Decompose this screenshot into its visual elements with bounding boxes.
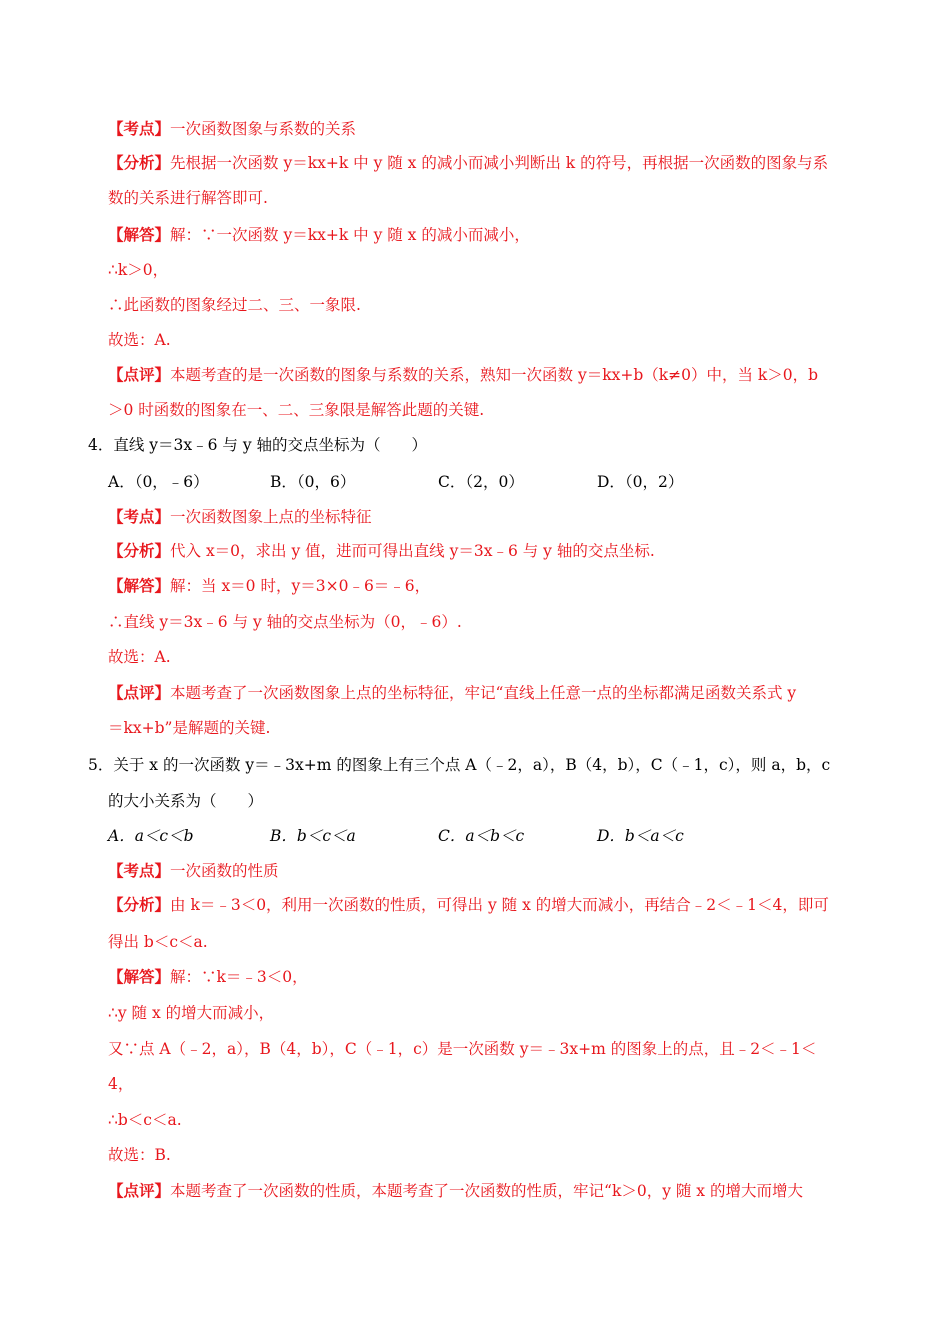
q3-jieda-line-2: ∴k＞0，: [108, 261, 169, 279]
q5-option-b: B．b＜c＜a: [270, 827, 356, 845]
q5-jieda-line-2: ∴y 随 x 的增大而减小，: [108, 1004, 275, 1022]
q4-dianping-line-2: ＝kx+b”是解题的关键.: [108, 719, 271, 737]
kaodian-tag: 【考点】: [108, 119, 171, 138]
q5-stem-line-1: 5．关于 x 的一次函数 y＝﹣3x+m 的图象上有三个点 A（﹣2，a），B（4，b），C（﹣1，c），则 a，b，c: [88, 756, 831, 774]
q5-dianping-line-1: [108, 1180, 803, 1202]
q3-choice: 故选：A.: [108, 331, 171, 349]
dianping-text: 本题考查了一次函数图象上点的坐标特征，牢记“直线上任意一点的坐标都满足函数关系式 y: [170, 684, 797, 702]
kaodian-tag: 【考点】: [108, 861, 171, 880]
q5-jieda-line-4: 4，: [108, 1075, 134, 1093]
q5-jieda-line-1: [108, 966, 308, 988]
q3-jieda-line-1: [108, 224, 530, 246]
q4-dianping-line-1: [108, 682, 796, 704]
fenxi-text: 代入 x＝0，求出 y 值，进而可得出直线 y＝3x﹣6 与 y 轴的交点坐标.: [170, 542, 655, 560]
q4-option-d: D．（0，2）: [597, 473, 684, 491]
jieda-tag: 【解答】: [108, 225, 171, 244]
jieda-text: 解：∵k＝﹣3＜0，: [170, 968, 308, 986]
fenxi-tag: 【分析】: [108, 541, 171, 560]
q3-fenxi-line-2: 数的关系进行解答即可.: [108, 189, 268, 207]
jieda-tag: 【解答】: [108, 576, 171, 595]
q5-option-a: A．a＜c＜b: [108, 827, 194, 845]
fenxi-tag: 【分析】: [108, 895, 171, 914]
q5-kaodian-line: [108, 860, 279, 882]
q4-option-c: C．（2，0）: [438, 473, 524, 491]
dianping-text: 本题考查的是一次函数的图象与系数的关系，熟知一次函数 y＝kx+b（k≠0）中，当 k＞0，b: [170, 366, 819, 384]
q5-jieda-line-3: 又∵点 A（﹣2，a），B（4，b），C（﹣1，c）是一次函数 y＝﹣3x+m 的图象上的点，且﹣2＜﹣1＜: [108, 1040, 817, 1058]
kaodian-text: 一次函数图象上点的坐标特征: [170, 508, 372, 526]
dianping-tag: 【点评】: [108, 683, 171, 702]
q4-stem: 4．直线 y＝3x﹣6 与 y 轴的交点坐标为（ ）: [88, 436, 428, 454]
q4-fenxi-line: [108, 540, 655, 562]
dianping-text: 本题考查了一次函数的性质，本题考查了一次函数的性质，牢记“k＞0，y 随 x 的增大而增大: [170, 1182, 803, 1200]
fenxi-text: 先根据一次函数 y＝kx+k 中 y 随 x 的减小而减小判断出 k 的符号，再根据一次函数的图象与系: [170, 154, 829, 172]
jieda-text: 解：∵一次函数 y＝kx+k 中 y 随 x 的减小而减小，: [170, 226, 530, 244]
q4-kaodian-line: [108, 506, 372, 528]
kaodian-text: 一次函数图象与系数的关系: [170, 120, 357, 138]
fenxi-tag: 【分析】: [108, 153, 171, 172]
q4-option-b: B．（0，6）: [270, 473, 356, 491]
q5-jieda-line-5: ∴b＜c＜a.: [108, 1111, 182, 1129]
kaodian-text: 一次函数的性质: [170, 862, 279, 880]
q5-choice: 故选：B.: [108, 1146, 171, 1164]
q3-kaodian-line: [108, 118, 356, 140]
q4-choice: 故选：A.: [108, 648, 171, 666]
kaodian-tag: 【考点】: [108, 507, 171, 526]
q5-fenxi-line-1: [108, 894, 829, 916]
q5-option-c: C．a＜b＜c: [438, 827, 525, 845]
q3-dianping-line-1: [108, 364, 818, 386]
q4-jieda-line-2: ∴直线 y＝3x﹣6 与 y 轴的交点坐标为（0，﹣6）.: [108, 613, 462, 631]
dianping-tag: 【点评】: [108, 1181, 171, 1200]
q5-option-d: D．b＜a＜c: [597, 827, 684, 845]
fenxi-text: 由 k＝﹣3＜0，利用一次函数的性质，可得出 y 随 x 的增大而减小，再结合﹣2＜﹣1＜4，即可: [170, 896, 829, 914]
dianping-tag: 【点评】: [108, 365, 171, 384]
q3-jieda-line-3: ∴此函数的图象经过二、三、一象限.: [108, 296, 361, 314]
q3-dianping-line-2: ＞0 时函数的图象在一、二、三象限是解答此题的关键.: [108, 401, 485, 419]
jieda-text: 解：当 x＝0 时，y＝3×0﹣6＝﹣6，: [170, 577, 431, 595]
jieda-tag: 【解答】: [108, 967, 171, 986]
q4-jieda-line-1: [108, 575, 430, 597]
q5-fenxi-line-2: 得出 b＜c＜a.: [108, 933, 208, 951]
q3-fenxi-line-1: [108, 152, 828, 174]
q4-option-a: A．（0，﹣6）: [108, 473, 209, 491]
q5-stem-line-2: 的大小关系为（ ）: [108, 792, 264, 810]
